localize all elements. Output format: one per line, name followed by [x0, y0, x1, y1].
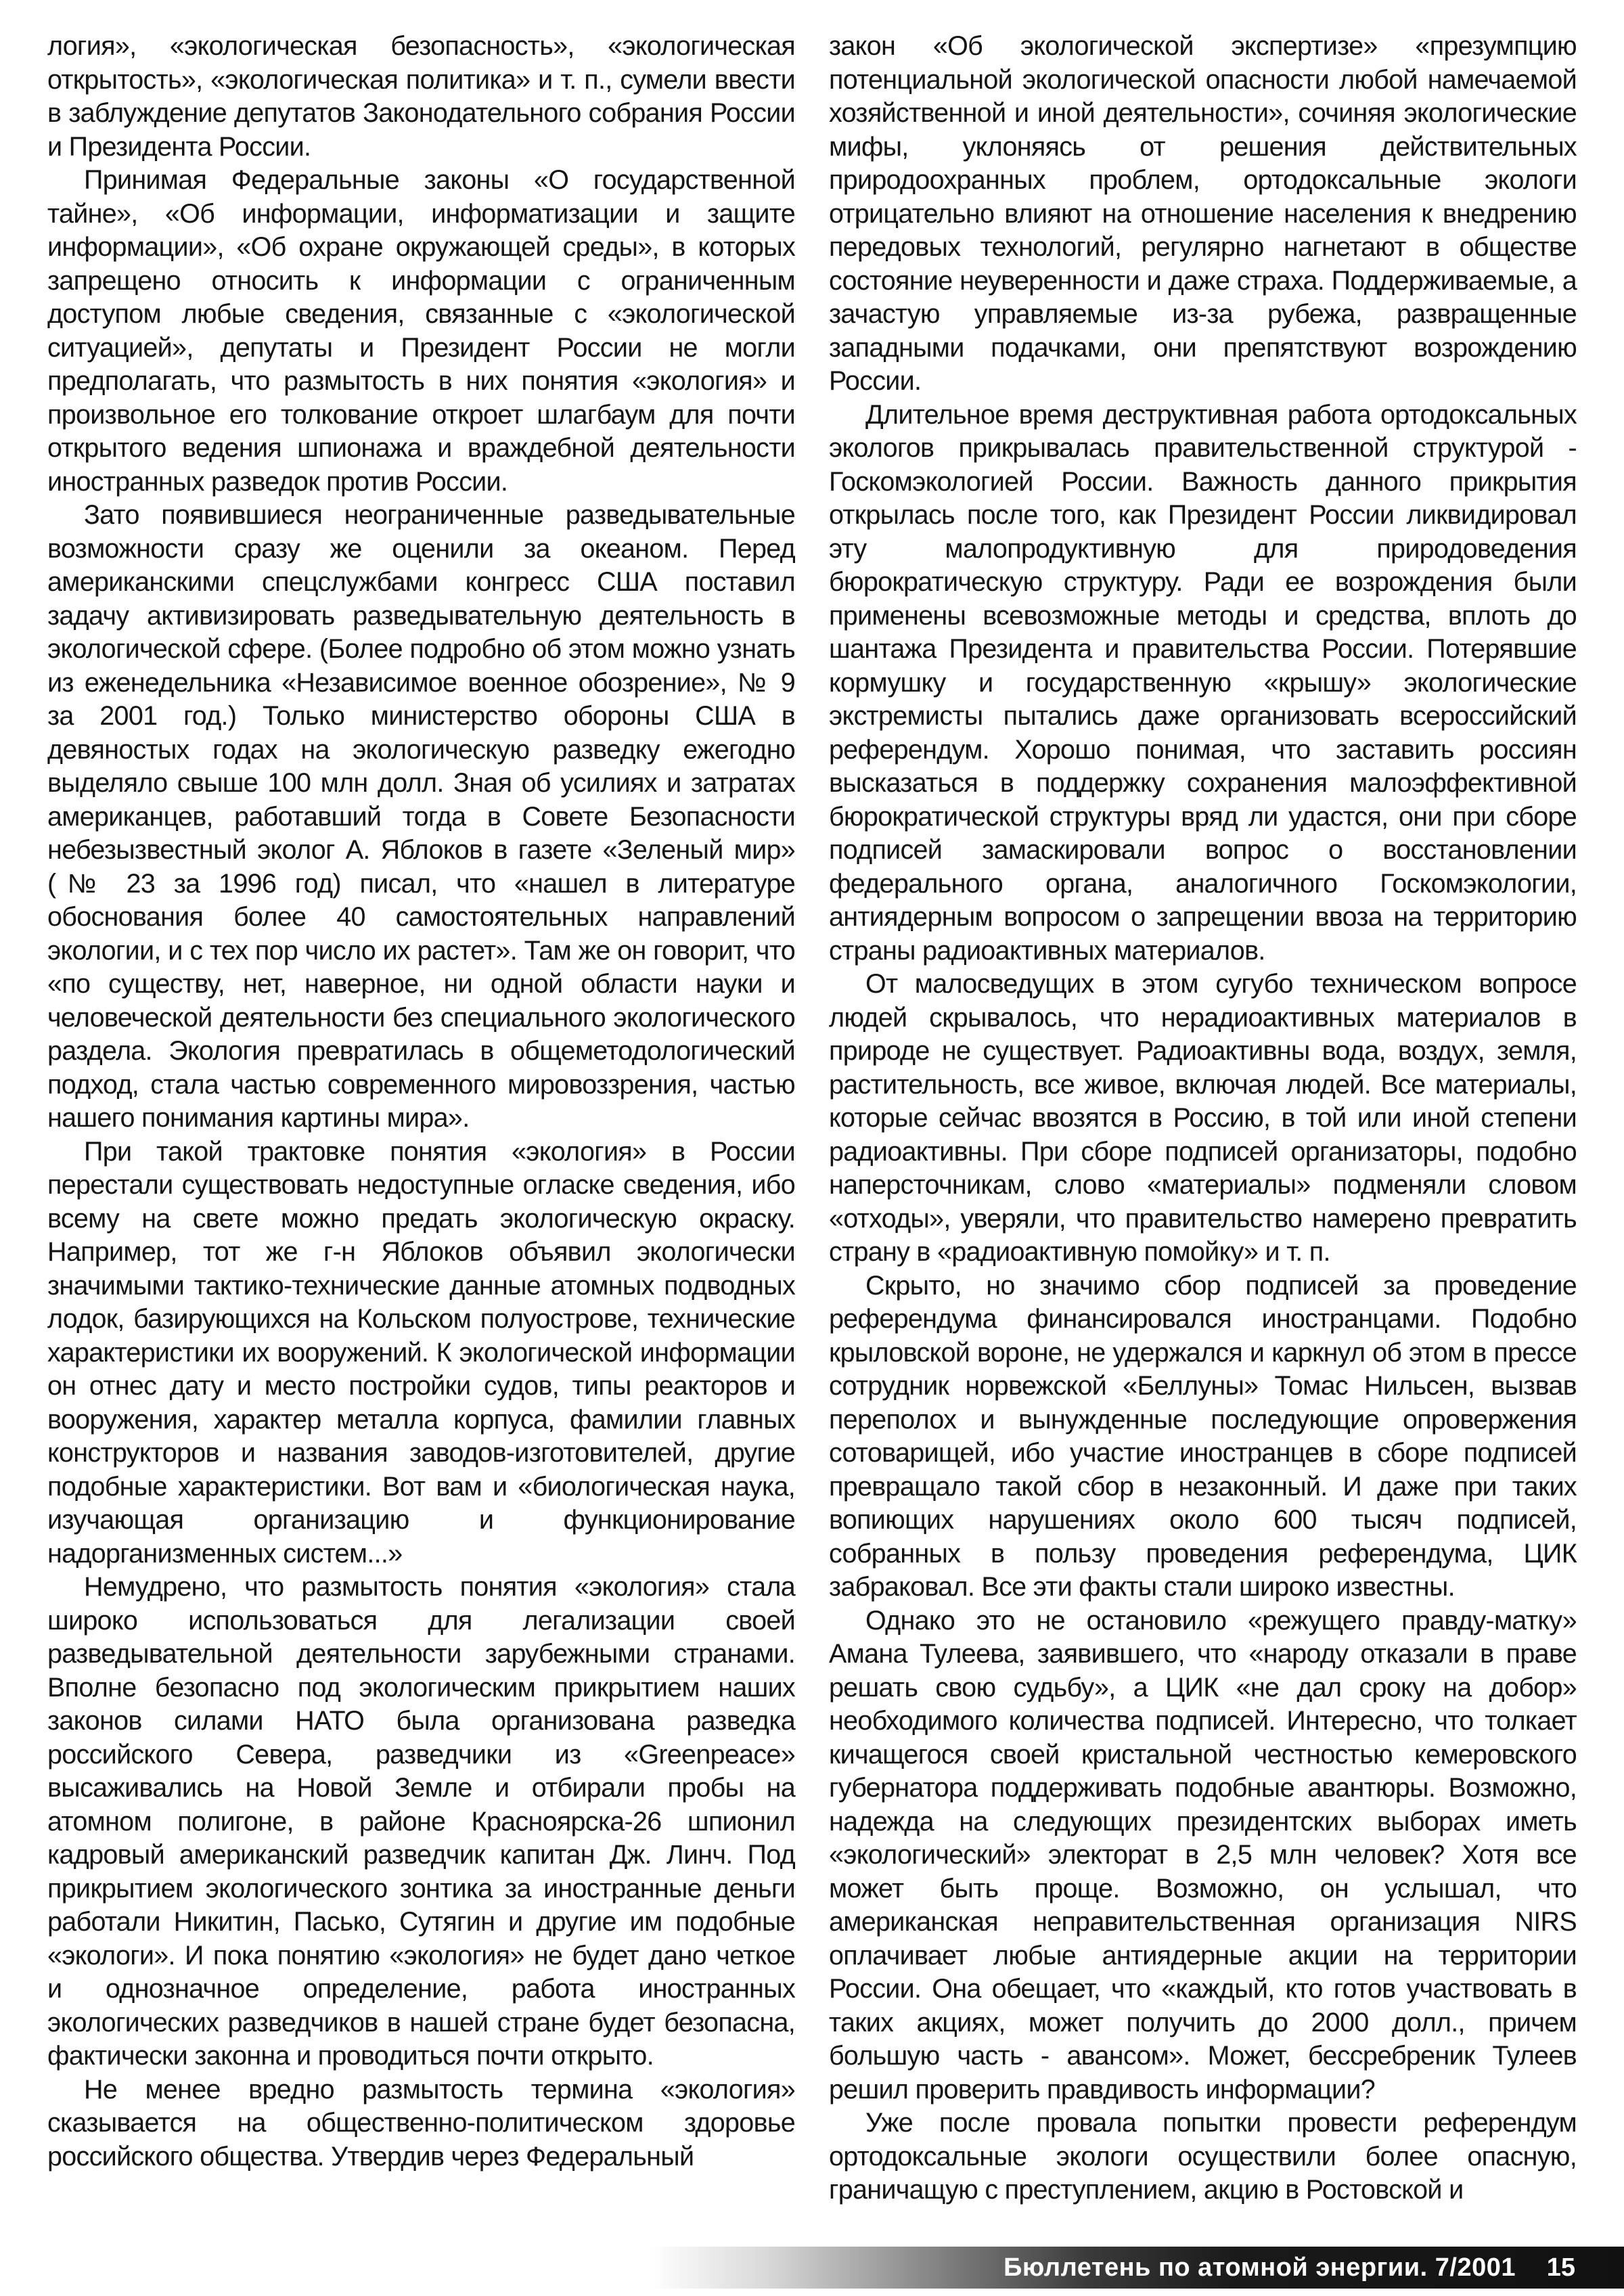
right-column: [829, 30, 1577, 2207]
paragraph: закон «Об экологической экспертизе» «презумпцию потенциальной экологической опасности любой намечаемой хозяйственной и иной деятельности», сочиняя экологические мифы, уклоняясь от решения действительных природоохранных проблем, ортодоксальные экологи отрицательно влияют на отношение населения к внедрению передовых технологий, регулярно нагнетают в обществе состояние неуверенности и даже страха. Поддерживаемые, а зачастую управляемые из-за рубежа, развращенные западными подачками, они препятствуют возрождению России.: [829, 31, 1577, 396]
page-footer: [0, 2241, 1624, 2296]
paragraph: Принимая Федеральные законы «О государственной тайне», «Об информации, информатизации и защите информации», «Об охране окружающей среды», в которых запрещено относить к информации с ограниченным доступом любые сведения, связанные с «экологической ситуацией», депутаты и Президент России не могли предполагать, что размытость в них понятия «экология» и произвольное его толкование откроет шлагбаум для почти открытого ведения шпионажа и враждебной деятельности иностранных разведок против России.: [47, 165, 795, 497]
paragraph: Немудрено, что размытость понятия «экология» стала широко использоваться для легализации своей разведывательной деятельности зарубежными странами. Вполне безопасно под экологическим прикрытием наших законов силами НАТО была организована разведка российского Севера, разведчики из «Greenpeace» высаживались на Новой Земле и отбирали пробы на атомном полигоне, в районе Красноярска-26 шпионил кадровый американский разведчик капитан Дж. Линч. Под прикрытием экологического зонтика за иностранные деньги работали Никитин, Пасько, Сутягин и другие им подобные «экологи». И пока понятию «экология» не будет дано четкое и однозначное определение, работа иностранных экологических разведчиков в нашей стране будет безопасна, фактически законна и проводиться почти открыто.: [47, 1572, 795, 2071]
page-number: 15: [1546, 2253, 1575, 2282]
paragraph: Длительное время деструктивная работа ортодоксальных экологов прикрывалась правительственной структурой - Госкомэкологией России. Важность данного прикрытия открылась после того, как Президент России ликвидировал эту малопродуктивную для природоведения бюрократическую структуру. Ради ее возрождения были применены всевозможные методы и средства, вплоть до шантажа Президента и правительства России. Потерявшие кормушку и государственную «крышу» экологические экстремисты пытались даже организовать всероссийский референдум. Хорошо понимая, что заставить россиян высказаться в поддержку сохранения малоэффективной бюрократической структуры вряд ли удастся, они при сборе подписей замаскировали вопрос о восстановлении федерального органа, аналогичного Госкомэкологии, антиядерным вопросом о запрещении ввоза на территорию страны радиоактивных материалов.: [829, 399, 1577, 966]
paragraph: От малосведущих в этом сугубо техническом вопросе людей скрывалось, что нерадиоактивных материалов в природе не существует. Радиоактивны вода, воздух, земля, растительность, все живое, включая людей. Все материалы, которые сейчас ввозятся в Россию, в той или иной степени радиоактивны. При сборе подписей организаторы, подобно наперсточникам, слово «материалы» подменяли словом «отходы», уверяли, что правительство намерено превратить страну в «радиоактивную помойку» и т. п.: [829, 969, 1577, 1267]
journal-title: Бюллетень по атомной энергии. 7/2001: [1003, 2253, 1516, 2282]
paragraph: логия», «экологическая безопасность», «экологическая открытость», «экологическая политика» и т. п., сумели ввести в заблуждение депутатов Законодательного собрания России и Президента России.: [47, 31, 795, 162]
paragraph: Зато появившиеся неограниченные разведывательные возможности сразу же оценили за океаном. Перед американскими спецслужбами конгресс США поставил задачу активизировать разведывательную деятельность в экологической сфере. (Более подробно об этом можно узнать из еженедельника «Независимое военное обозрение», № 9 за 2001 год.) Только министерство обороны США в девяностых годах на экологическую разведку ежегодно выделяло свыше 100 млн долл. Зная об усилиях и затратах американцев, работавший тогда в Совете Безопасности небезызвестный эколог А. Яблоков в газете «Зеленый мир» (№ 23 за 1996 год) писал, что «нашел в литературе обоснования более 40 самостоятельных направлений экологии, и с тех пор число их растет». Там же он говорит, что «по существу, нет, наверное, ни одной области науки и человеческой деятельности без специального экологического раздела. Экология превратилась в общеметодологический подход, стала частью современного мировоззрения, частью нашего понимания картины мира».: [47, 500, 795, 1133]
paragraph: При такой трактовке понятия «экология» в России перестали существовать недоступные огласке сведения, ибо всему на свете можно предать экологическую окраску. Например, тот же г-н Яблоков объявил экологически значимыми тактико-технические данные атомных подводных лодок, базирующихся на Кольском полуострове, технические характеристики их вооружений. К экологической информации он отнес дату и место постройки судов, типы реакторов и вооружения, характер металла корпуса, фамилии главных конструкторов и названия заводов-изготовителей, другие подобные характеристики. Вот вам и «биологическая наука, изучающая организацию и функционирование надорганизменных систем...»: [47, 1136, 795, 1569]
paragraph: Уже после провала попытки провести референдум ортодоксальные экологи осуществили более опасную, граничащую с преступлением, акцию в Ростовской и: [829, 2108, 1577, 2205]
left-column: [47, 30, 795, 2174]
paragraph: Не менее вредно размытость термина «экология» сказывается на общественно-политическом здоровье российского общества. Утвердив через Федеральный: [47, 2074, 795, 2171]
paragraph: Скрыто, но значимо сбор подписей за проведение референдума финансировался иностранцами. Подобно крыловской вороне, не удержался и каркнул об этом в прессе сотрудник норвежской «Беллуны» Томас Нильсен, вызвав переполох и вынужденные последующие опровержения сотоварищей, ибо участие иностранцев в сборе подписей превращало такой сбор в незаконный. И даже при таких вопиющих нарушениях около 600 тысяч подписей, собранных в пользу проведения референдума, ЦИК забраковал. Все эти факты стали широко известны.: [829, 1270, 1577, 1602]
paragraph: Однако это не остановило «режущего правду-матку» Амана Тулеева, заявившего, что «народу отказали в праве решать свою судьбу», а ЦИК «не дал сроку на добор» необходимого количества подписей. Интересно, что толкает кичащегося своей кристальной честностью кемеровского губернатора поддерживать подобные авантюры. Возможно, надежда на следующих президентских выборах иметь «экологический» электорат в 2,5 млн человек? Хотя все может быть проще. Возможно, он услышал, что американская неправительственная организация NIRS оплачивает любые антиядерные акции на территории России. Она обещает, что «каждый, кто готов участвовать в таких акциях, может получить до 2000 долл., причем большую часть - авансом». Может, бессребреник Тулеев решил проверить правдивость информации?: [829, 1605, 1577, 2104]
